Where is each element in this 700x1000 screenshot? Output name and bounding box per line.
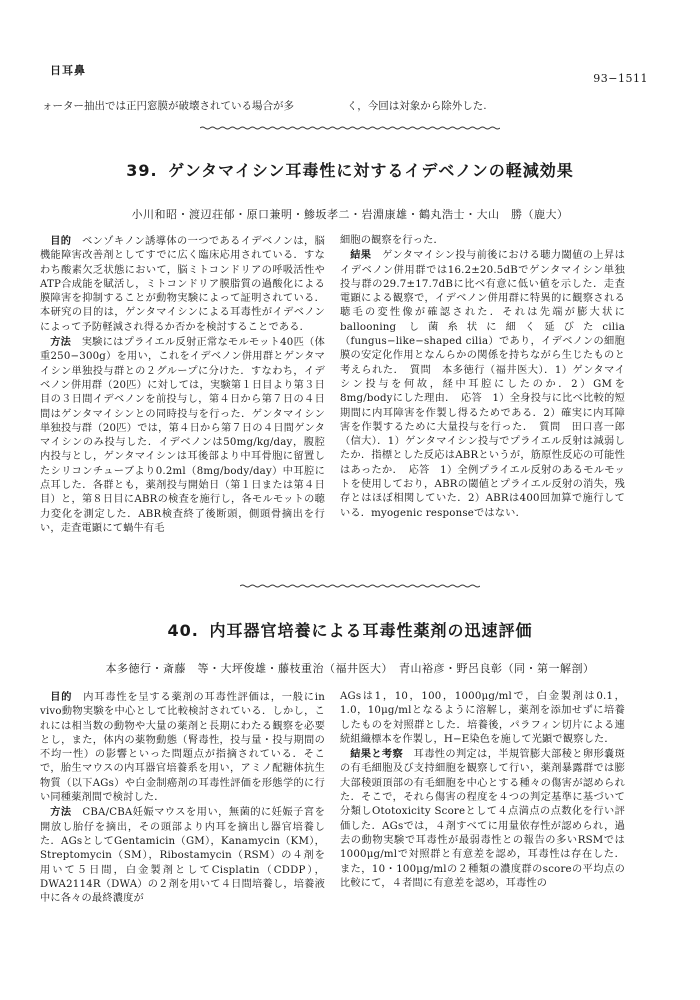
paragraph: 細胞の観察を行った． — [340, 235, 444, 246]
carryover-left: ォーター抽出では正円窓膜が破壊されている場合が多 — [42, 100, 294, 112]
wavy-divider — [200, 126, 500, 129]
paragraph: 方法 実験にはプライエル反射正常なモルモット40匹（体重250−300g）を用い，これをイデベノン併用群とゲンタマイシン単独投与群との２グループに分けた．すなわち，イデベノン併用群（20匹）に対しては，実験第１日目より第３日目の３日間イデベノンを前投与し，第４日から第７日の４日間はゲンタマイシンとの同時投与を行った．ゲンタマイシン単独投与群（20匹）では，第４日から第７日の４日間ゲンタマイシンのみ投与した．イデベノンは50mg/kg/day，腹腔内投与とし，ゲンタマイシンは耳後部より中耳骨胞に留置したシリコンチューブより0.2ml（8mg/body/day）中耳腔に点耳した．各群とも，薬剤投与開始日（第１日または第４日目）と，第８日目にABRの検査を施行し，各モルモットの聴力変化を測定した．ABR検査終了後断頭，側頭骨摘出を行い，走査電顕にて蝸牛有毛 — [40, 336, 325, 534]
article-title-40 — [0, 618, 700, 641]
wavy-divider — [240, 584, 480, 587]
article-title-text: 内耳器官培養による耳毒性薬剤の迅速評価 — [209, 621, 533, 640]
paragraph: AGsは1，10，100，1000μg/mlで，白金製剤は0.1，1.0，10μg/mlとなるように溶解し，薬剤を添加せずに培養したものを対照群とした．培養後，パラフィン切片による連続組織標本を作製し，H−E染色を施して光顕で観察した． — [340, 691, 625, 745]
article-39-left-column — [40, 234, 325, 574]
article-number: 40. — [167, 621, 199, 640]
article-number: 39. — [126, 161, 158, 180]
paragraph: 目的 内耳毒性を呈する薬剤の耳毒性評価は，一般にin vivo動物実験を中心として比較検討されている．しかし，これには相当数の動物や大量の薬剤と長期にわたる観察を必要とし，また，体内の薬物動態（腎毒性，投与量・投与期間の不均一性）の影響といった問題点が指摘されている．そこで，胎生マウスの内耳器官培養系を用い，アミノ配糖体抗生物質（以下AGs）や白金制癌剤の耳毒性評価を形態学的に行い同種薬剤間で検討した． — [40, 691, 326, 804]
carryover-right: く，今回は対象から除外した. — [347, 100, 487, 112]
paragraph: 目的 ベンゾキノン誘導体の一つであるイデベノンは，脳機能障害改善剤としてすでに広く臨床応用されている．すなわち酸素欠乏状態において，脳ミトコンドリアの呼吸活性やATP合成能を賦活し，ミトコンドリア膜脂質の過酸化による膜障害を抑制することが動物実験によって証明されている．本研究の目的は，ゲンタマイシンによる耳毒性がイデベノンによって予防軽減され得るか否かを検討することである． — [40, 235, 326, 333]
article-40-right-column — [340, 690, 625, 975]
article-40-left-column — [40, 690, 325, 975]
paragraph: 結果と考察 耳毒性の判定は，半規管膨大部稜と卵形嚢斑の有毛細胞及び支持細胞を観察して行い，薬剤暴露群では膨大部稜頭頂部の有毛細胞を中心とする種々の傷害が認められた．そこで，それら傷害の程度を４つの判定基準に基づいて分類しOtotoxicity Scoreとして４点満点の点数化を行い評価した．AGsでは，４剤すべてに用量依存性が認められ，過去の動物実験で耳毒性が最弱毒性との報告の多いRSMでは1000μg/mlで対照群と有意差を認め，耳毒性は存在した．また，10・100μg/mlの２種類の濃度群のscoreの平均点の比較にて，４者間に有意差を認め，耳毒性の — [340, 748, 626, 889]
article-title-text: ゲンタマイシン耳毒性に対するイデベノンの軽減効果 — [168, 161, 574, 180]
article-authors-40: 本多徳行・斎藤 等・大坪俊雄・藤枝重治（福井医大） 青山裕彦・野呂良彰（同・第一解剖） — [105, 662, 595, 675]
article-authors-39: 小川和昭・渡辺荘郁・原口兼明・鯵坂孝二・岩淵康雄・鶴丸浩士・大山 勝（鹿大） — [131, 208, 569, 221]
page-number: 93−1511 — [593, 72, 648, 85]
paragraph: 結果 ゲンタマイシン投与前後における聴力閾値の上昇はイデベノン併用群では16.2±20.5dBでゲンタマイシン単独投与群の29.7±17.7dBに比べ有意に低い値を示した．走査電顕による観察で，イデベノン併用群に特異的に観察される聴毛の変性像が確認された．それは先端が膨大状にballooning し菌糸状に細く延びたcilia（fungus−like−shaped cilia）であり，イデベノンの細胞膜の安定化作用となんらかの関係を持ちながら生じたものと考えられた． 質問 本多徳行（福井医大）．1）ゲンタマイシン投与を何故，経中耳腔にしたのか．2）GMを8mg/bodyにした理由． 応答 1）全身投与に比べ比較的短期間に内耳障害を作製し得るためである．2）確実に内耳障害を作製するために大量投与を行った． 質問 田口喜一郎（信大）．1）ゲンタマイシン投与でプライエル反射は減弱したか．指標とした反応はABRというが，筋原性反応の可能性はあったか． 応答 1）全例プライエル反射のあるモルモットを使用しており，ABRの閾値とプライエル反射の消失，残存とはほぼ相関していた．2）ABRは400回加算で施行している．myogenic responseではない． — [340, 249, 626, 519]
paragraph: 方法 CBA/CBA妊娠マウスを用い，無菌的に妊娠子宮を開放し胎仔を摘出，その頭部より内耳を摘出し器官培養した．AGsとしてGentamicin（GM），Kanamycin（KM），Streptomycin（SM），Ribostamycin（RSM）の４剤を用いて５日間，白金製剤としてCisplatin（CDDP），DWA2114R（DWA）の２剤を用いて４日間培養し，培養液中に各々の最終濃度が — [40, 806, 325, 905]
journal-name: 日耳鼻 — [50, 64, 86, 77]
article-39-right-column — [340, 234, 625, 574]
article-title-39 — [0, 158, 700, 181]
